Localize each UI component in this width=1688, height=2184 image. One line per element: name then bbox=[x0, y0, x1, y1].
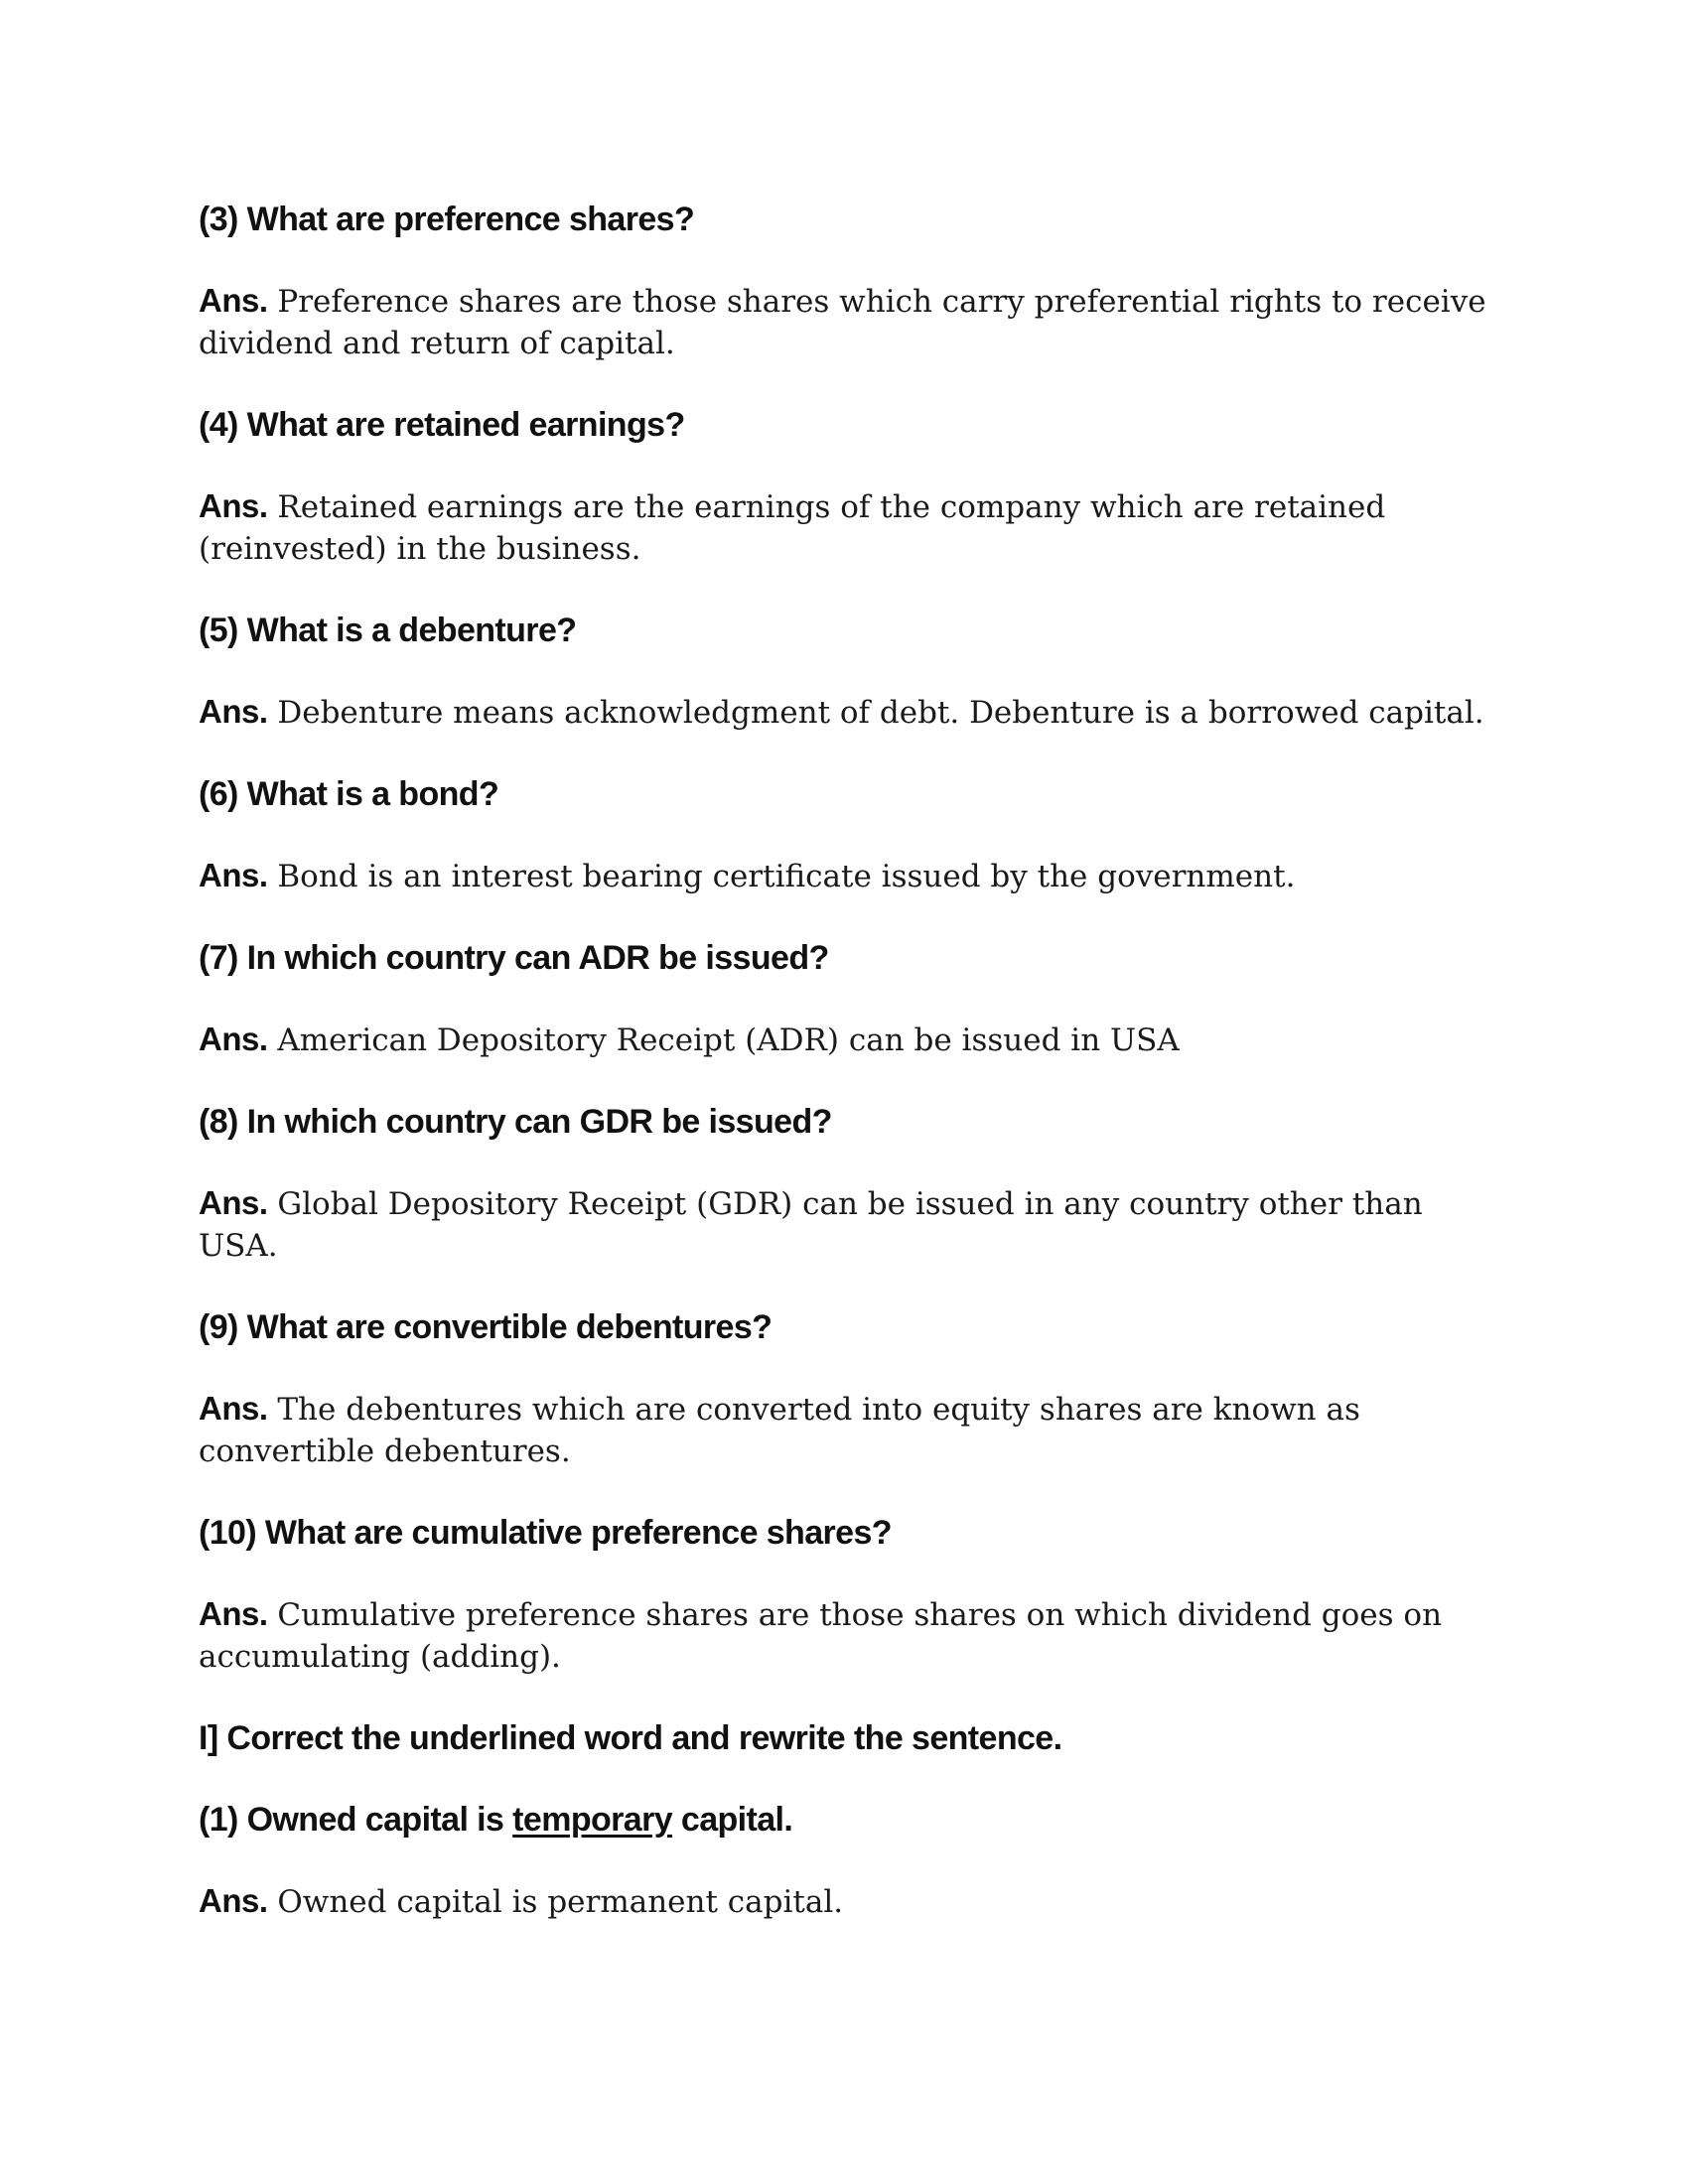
answer-4 bbox=[199, 485, 1499, 570]
question-text-before: (1) Owned capital is bbox=[199, 1801, 513, 1839]
ans-label: Ans. bbox=[199, 1882, 268, 1919]
answer-text: Owned capital is permanent capital. bbox=[277, 1884, 844, 1920]
answer-text: Retained earnings are the earnings of the company which are retained (reinvested) in the business. bbox=[199, 489, 1386, 567]
question-9: (9) What are convertible debentures? bbox=[199, 1308, 773, 1346]
correction-answer-1 bbox=[199, 1880, 1499, 1923]
answer-text: The debentures which are converted into equity shares are known as convertible debentures. bbox=[199, 1392, 1360, 1469]
answer-3 bbox=[199, 280, 1499, 364]
question-10: (10) What are cumulative preference shares? bbox=[199, 1514, 892, 1552]
answer-9 bbox=[199, 1388, 1499, 1472]
answer-10 bbox=[199, 1593, 1499, 1678]
section-heading: I] Correct the underlined word and rewrite the sentence. bbox=[199, 1719, 1062, 1757]
ans-label: Ans. bbox=[199, 487, 268, 524]
question-7: (7) In which country can ADR be issued? bbox=[199, 939, 829, 977]
answer-text: Bond is an interest bearing certificate issued by the government. bbox=[277, 859, 1296, 894]
answer-5 bbox=[199, 691, 1499, 734]
answer-8 bbox=[199, 1182, 1499, 1267]
question-8: (8) In which country can GDR be issued? bbox=[199, 1103, 832, 1141]
question-4: (4) What are retained earnings? bbox=[199, 406, 685, 444]
question-3: (3) What are preference shares? bbox=[199, 201, 695, 238]
question-6: (6) What is a bond? bbox=[199, 775, 499, 813]
ans-label: Ans. bbox=[199, 1390, 268, 1427]
question-text-after: capital. bbox=[672, 1801, 793, 1839]
ans-label: Ans. bbox=[199, 282, 268, 319]
answer-7 bbox=[199, 1019, 1499, 1061]
ans-label: Ans. bbox=[199, 857, 268, 893]
ans-label: Ans. bbox=[199, 693, 268, 730]
underlined-word: temporary bbox=[512, 1801, 673, 1839]
answer-text: Cumulative preference shares are those shares on which dividend goes on accumulating (adding). bbox=[199, 1597, 1443, 1675]
question-5: (5) What is a debenture? bbox=[199, 612, 577, 649]
ans-label: Ans. bbox=[199, 1021, 268, 1057]
document-page bbox=[199, 199, 1499, 1963]
answer-text: American Depository Receipt (ADR) can be issued in USA bbox=[277, 1023, 1180, 1058]
ans-label: Ans. bbox=[199, 1184, 268, 1221]
ans-label: Ans. bbox=[199, 1595, 268, 1632]
answer-text: Global Depository Receipt (GDR) can be issued in any country other than USA. bbox=[199, 1186, 1423, 1264]
answer-6 bbox=[199, 855, 1499, 897]
answer-text: Preference shares are those shares which carry preferential rights to receive dividend and return of capital. bbox=[199, 284, 1486, 361]
answer-text: Debenture means acknowledgment of debt. Debenture is a borrowed capital. bbox=[277, 695, 1484, 731]
correction-question-1 bbox=[199, 1799, 1499, 1841]
